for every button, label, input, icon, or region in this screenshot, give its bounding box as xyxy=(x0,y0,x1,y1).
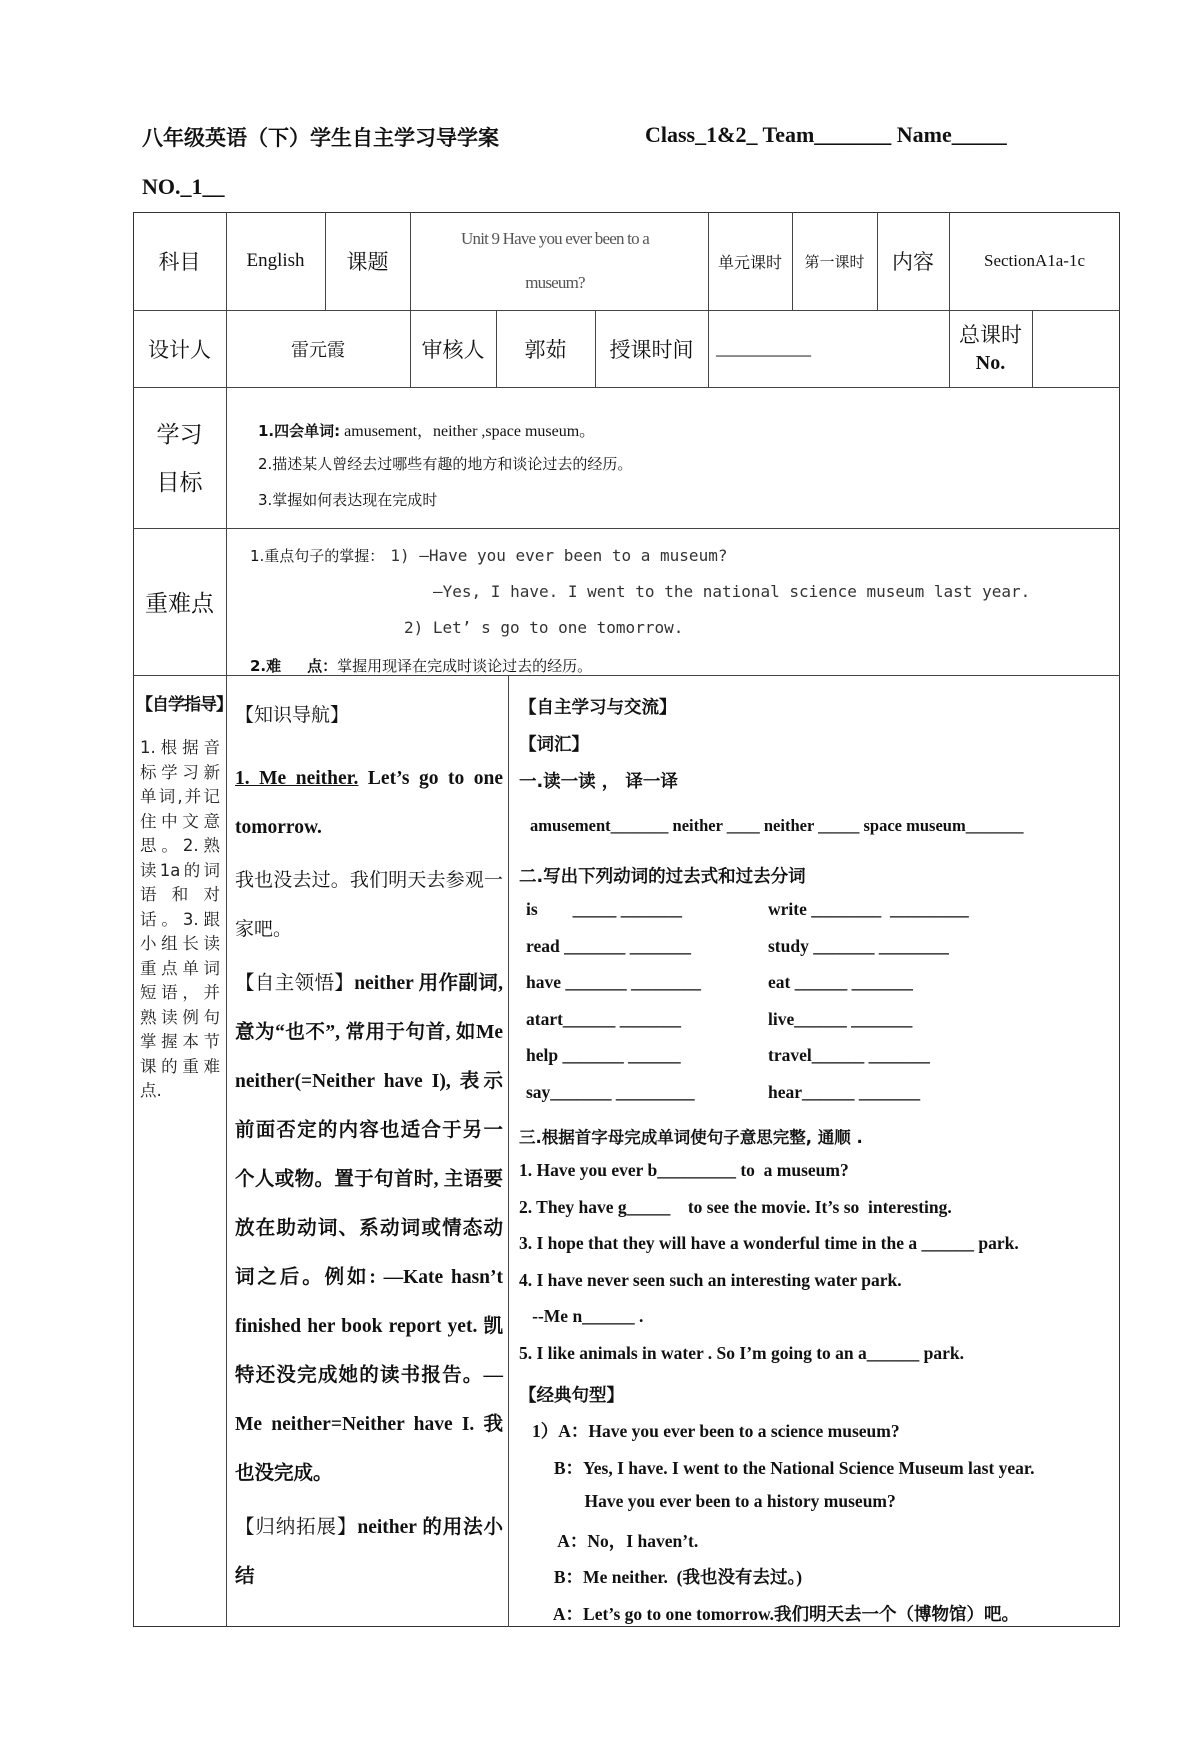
total-no: No. xyxy=(975,351,1006,374)
s1-line: amusement_______ neither ____ neither _____ space museum_______ xyxy=(530,816,1024,835)
goal-item-1: 1.四会单词: amusement，neither ,space museum。 xyxy=(258,422,596,440)
total-label: 总课时 xyxy=(959,322,1022,347)
teach-time-value: __________ xyxy=(716,337,811,359)
goal-item-3: 3.掌握如何表达现在完成时 xyxy=(258,491,438,509)
verb-item: is _____ _______ xyxy=(526,899,683,919)
topic-value: Unit 9 Have you ever been to a museum? xyxy=(461,229,649,292)
verb-item: eat ______ _______ xyxy=(768,972,913,992)
s3-item: 4. I have never seen such an interesting water park. xyxy=(519,1269,902,1290)
goals-label-1: 学习 xyxy=(156,422,203,448)
class-info: Class_1&2_ Team_______ Name_____ xyxy=(645,122,1007,147)
guide-label: 【自学指导】 xyxy=(136,695,232,715)
dialogue-line: B：Yes, I have. I went to the National Science Museum last year. xyxy=(532,1457,1035,1478)
key-points-label: 重难点 xyxy=(145,591,214,617)
key-line-3: 2) Let’ s go to one tomorrow. xyxy=(404,618,684,637)
content-label: 内容 xyxy=(892,250,934,274)
knowledge-title: 【知识导航】 xyxy=(235,704,350,726)
s3-item: 2. They have g_____ to see the movie. It’s so interesting. xyxy=(519,1196,952,1217)
content-value: SectionA1a-1c xyxy=(983,251,1086,270)
s3-item: --Me n______ . xyxy=(519,1306,644,1326)
goals-label-2: 目标 xyxy=(156,470,203,496)
key-line-2: —Yes, I have. I went to the national science museum last year. xyxy=(433,582,1031,601)
dialogue-line: 1）A：Have you ever been to a science museum? xyxy=(532,1421,900,1441)
topic-label: 课题 xyxy=(346,250,389,274)
key-line-1: 1.重点句子的掌握： 1) —Have you ever been to a museum? xyxy=(250,546,728,565)
verb-item: write ________ _________ xyxy=(768,899,969,919)
verb-item: say_______ _________ xyxy=(526,1081,695,1102)
verb-item: help _______ ______ xyxy=(526,1045,681,1065)
classic-title: 【经典句型】 xyxy=(519,1386,624,1406)
designer-label: 设计人 xyxy=(148,337,211,362)
knowledge-body: 1. Me neither. Let’s go to one tomorrow. 我也没去过。我们明天去参观一家吧。 【自主领悟】neither 用作副词,意为“也不”, 常用于句首, 如Me neither(=Neither have I), 表示前面否定的内容也适合于另一个人或物。置于句首时, 主语要放在助动词、系动词或情态动词之后。例如: —Kate hasn’t finished her book report yet. 凯特还没完成她的读书报告。—Me neither=Neither have I. 我也没完成。 【归纳拓展】neither 的用法小结 xyxy=(235,768,503,1587)
s1-title: 一.读一读 ， 译一译 xyxy=(519,772,678,792)
designer-value: 雷元霞 xyxy=(291,339,345,361)
doc-number: NO._1__ xyxy=(142,174,225,199)
insight-text: neither 用作副词,意为“也不”, 常用于句首, 如Me neither(=Neither have I), 表示前面否定的内容也适合于另一个人或物。置于句首时, 主语要放在助动词、系动词或情态动词之后。例如: —Kate hasn’t finished her book report yet. 凯特还没完成她的读书报告。—Me neither=Neither have I. 我也没完成。 xyxy=(235,973,503,1484)
s3-item: 3. I hope that they will have a wonderful time in the a ______ park. xyxy=(519,1233,1019,1253)
vocab-title: 【词汇】 xyxy=(519,735,589,755)
s3-item: 1. Have you ever b_________ to a museum? xyxy=(519,1160,849,1180)
verb-item: live______ _______ xyxy=(768,1008,913,1029)
verb-item: atart______ _______ xyxy=(526,1008,682,1029)
doc-title: 八年级英语（下）学生自主学习导学案 xyxy=(142,125,499,150)
knowledge-translation: 我也没去过。我们明天去参观一家吧。 xyxy=(235,869,503,940)
verb-item: study _______ ________ xyxy=(768,935,949,956)
subject-value: English xyxy=(246,250,305,271)
dialogue-line: A：Let’s go to one tomorrow.我们明天去一个（博物馆）吧。 xyxy=(532,1603,1020,1624)
self-study-title: 【自主学习与交流】 xyxy=(519,698,677,718)
subject-label: 科目 xyxy=(158,250,201,274)
verb-item: travel______ _______ xyxy=(768,1045,930,1065)
guide-text: 1.根据音标学习新单词,并记住中文意思。2.熟读1a的词语和对话。3.跟小组长读重点单词短语，并熟读例句掌握本节课的重难点. xyxy=(140,738,220,1100)
unit-period-label: 单元课时 xyxy=(717,252,782,272)
dialogue-line: A：No，I haven’t. xyxy=(532,1530,699,1551)
verb-item: read _______ _______ xyxy=(526,935,691,956)
reviewer-value: 郭茹 xyxy=(524,337,567,362)
s3-title: 三.根据首字母完成单词使句子意思完整, 通顺 . xyxy=(519,1128,863,1147)
reviewer-label: 审核人 xyxy=(421,337,485,362)
key-line-4: 2.难 点：掌握用现译在完成时谈论过去的经历。 xyxy=(250,657,593,675)
dialogue-line: Have you ever been to a history museum? xyxy=(532,1491,896,1511)
teach-time-label: 授课时间 xyxy=(609,337,694,362)
verb-item: have _______ ________ xyxy=(526,972,701,992)
s2-title: 二.写出下列动词的过去式和过去分词 xyxy=(519,867,806,887)
goal-item-2: 2.描述某人曾经去过哪些有趣的地方和谈论过去的经历。 xyxy=(258,455,633,473)
verb-item: hear______ _______ xyxy=(768,1081,921,1102)
knowledge-heading: 1. Me neither. xyxy=(235,768,359,789)
s3-item: 5. I like animals in water . So I’m going to an a______ park. xyxy=(519,1342,964,1363)
unit-period-value: 第一课时 xyxy=(804,252,865,271)
dialogue-line: B：Me neither. (我也没有去过。) xyxy=(532,1567,803,1587)
